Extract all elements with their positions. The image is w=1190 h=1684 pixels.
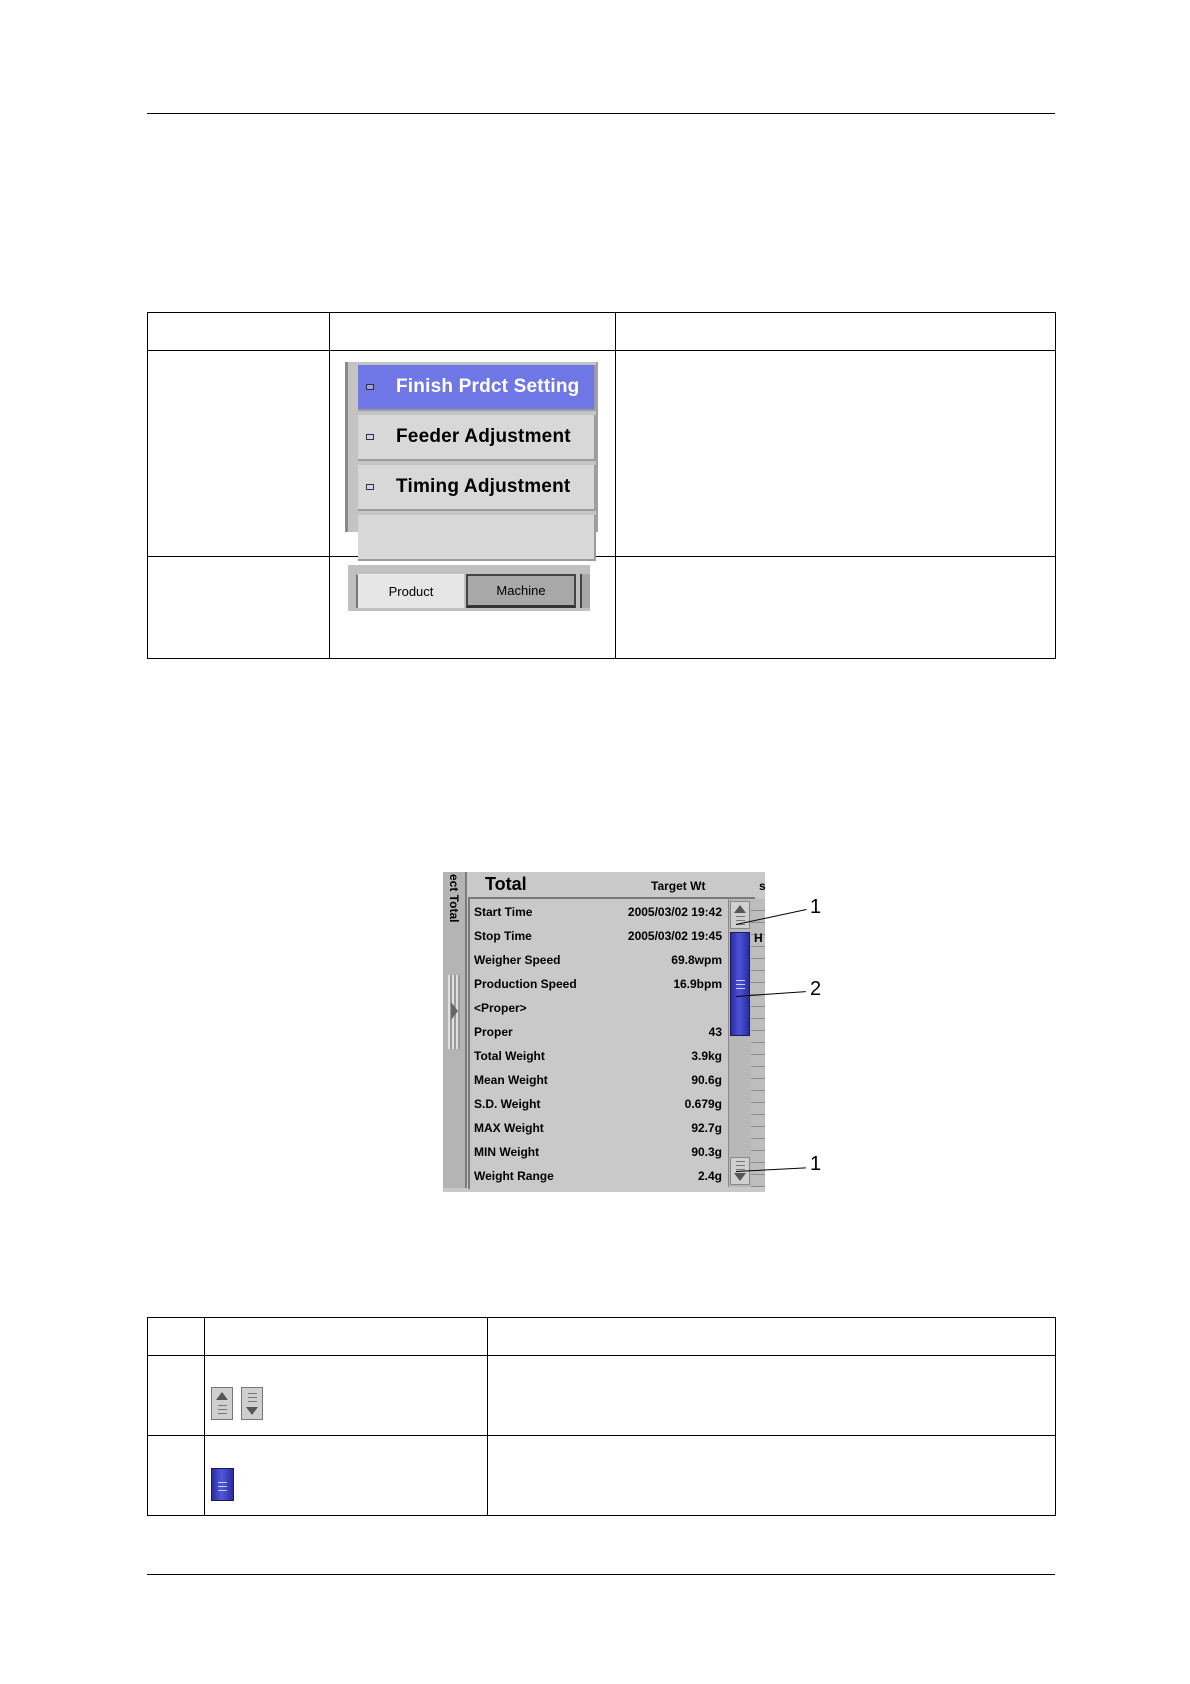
- row-value: 3.9kg: [691, 1049, 722, 1063]
- list-item: [474, 1068, 722, 1092]
- list-item: [474, 1020, 722, 1044]
- table-cell: [488, 1356, 1056, 1436]
- grip-line: [248, 1397, 257, 1398]
- header-rule: [147, 113, 1055, 114]
- row-label: MIN Weight: [474, 1145, 540, 1159]
- callout-number: 2: [810, 978, 822, 1000]
- table-row: [148, 1436, 1056, 1516]
- row-label: S.D. Weight: [474, 1097, 541, 1111]
- panel-title: Total: [485, 874, 527, 894]
- tab-bar: [348, 565, 590, 611]
- row-value: 90.6g: [691, 1073, 722, 1087]
- header-cell: [148, 313, 330, 351]
- bullet-icon: [366, 434, 374, 440]
- grip-line: [248, 1401, 257, 1402]
- row-value: 69.8wpm: [671, 953, 722, 967]
- totals-list: [468, 897, 755, 1189]
- row-value: 2.4g: [697, 1169, 722, 1183]
- row-label: Weigher Speed: [474, 953, 561, 967]
- table-cell: [330, 557, 616, 659]
- grip-line: [248, 1393, 257, 1394]
- side-drawer[interactable]: [443, 872, 467, 1188]
- row-value: 2005/03/02 19:42: [627, 905, 722, 919]
- scroll-thumb[interactable]: [730, 932, 750, 1036]
- grip-line: [218, 1482, 227, 1483]
- scrollbar-legend-table: [147, 1317, 1056, 1516]
- table-header-row: [148, 1318, 1056, 1356]
- row-label: Weight Range: [474, 1169, 554, 1183]
- menu-item-partial: [358, 515, 596, 561]
- callout-number: 1: [810, 1153, 822, 1175]
- edge-letter: H: [754, 931, 763, 945]
- list-item: [474, 1044, 722, 1068]
- bullet-icon: [366, 484, 374, 490]
- table-cell: [616, 351, 1056, 557]
- bullet-icon: [366, 384, 374, 390]
- row-label: Start Time: [474, 905, 533, 919]
- arrow-up-icon: [734, 905, 746, 913]
- row-value: 92.7g: [691, 1121, 722, 1135]
- list-item: [474, 1116, 722, 1140]
- scroll-thumb-sample: [211, 1468, 234, 1501]
- grip-line: [218, 1486, 227, 1487]
- row-value: 2005/03/02 19:45: [627, 929, 722, 943]
- header-cell: [148, 1318, 205, 1356]
- list-item: [474, 1140, 722, 1164]
- side-title: ect Total: [447, 874, 461, 923]
- row-value: 16.9bpm: [673, 977, 722, 991]
- table-row: [148, 1356, 1056, 1436]
- list-item: [474, 1092, 722, 1116]
- scrollbar[interactable]: [728, 899, 751, 1187]
- list-item: [474, 900, 722, 924]
- grip-line: [736, 988, 745, 989]
- menu-item-finish-prdct-setting[interactable]: [358, 365, 596, 411]
- tab-label: Product: [388, 584, 434, 599]
- table-cell: [205, 1356, 488, 1436]
- table-cell: [616, 557, 1056, 659]
- table-cell: [148, 351, 330, 557]
- list-item: [474, 972, 722, 996]
- header-cell: [616, 313, 1056, 351]
- row-label: Proper: [474, 1025, 513, 1039]
- header-cell: [330, 313, 616, 351]
- menu-item-label: Finish Prdct Setting: [396, 376, 580, 397]
- list-item: [474, 924, 722, 948]
- callout-number: 1: [810, 896, 822, 918]
- grip-line: [218, 1409, 227, 1410]
- grip-line: [218, 1490, 227, 1491]
- menu-item-label: Timing Adjustment: [396, 476, 571, 497]
- table-cell: [148, 557, 330, 659]
- adjacent-panel-edge: [751, 899, 765, 1187]
- row-label: MAX Weight: [474, 1121, 544, 1135]
- arrow-up-icon: [216, 1392, 228, 1400]
- row-label: Stop Time: [474, 929, 532, 943]
- grip-line: [218, 1405, 227, 1406]
- list-item: [474, 1164, 722, 1188]
- row-label: Total Weight: [474, 1049, 545, 1063]
- grip-line: [736, 920, 745, 921]
- scroll-down-button-sample: [241, 1387, 263, 1420]
- grip-line: [736, 1165, 745, 1166]
- row-value: 43: [708, 1025, 722, 1039]
- footer-rule: [147, 1574, 1055, 1575]
- table-cell: [488, 1436, 1056, 1516]
- menu-list: [345, 362, 598, 532]
- target-wt-header: Target Wt: [651, 879, 706, 893]
- list-item: [474, 948, 722, 972]
- tab-machine[interactable]: [466, 574, 576, 608]
- grip-line: [736, 1161, 745, 1162]
- grip-line: [736, 984, 745, 985]
- table-row: [148, 351, 1056, 557]
- grip-line: [736, 980, 745, 981]
- totals-panel: [443, 872, 765, 1192]
- grip-line: [736, 916, 745, 917]
- arrow-right-icon: [451, 1002, 458, 1020]
- list-item: [474, 996, 722, 1020]
- tab-label: Machine: [496, 583, 546, 598]
- row-label: <Proper>: [474, 1001, 527, 1015]
- tab-product[interactable]: [356, 574, 464, 608]
- row-label: Production Speed: [474, 977, 577, 991]
- table-cell: [330, 351, 616, 557]
- table-cell: [148, 1436, 205, 1516]
- row-value: 90.3g: [691, 1145, 722, 1159]
- arrow-down-icon: [246, 1407, 258, 1415]
- grip-line: [218, 1413, 227, 1414]
- arrow-down-icon: [734, 1173, 746, 1181]
- row-label: Mean Weight: [474, 1073, 548, 1087]
- cut-header: s: [759, 879, 766, 893]
- menu-item-feeder-adjustment[interactable]: [358, 415, 596, 461]
- header-cell: [488, 1318, 1056, 1356]
- tab-partial: [580, 574, 590, 608]
- header-cell: [205, 1318, 488, 1356]
- menu-item-label: Feeder Adjustment: [396, 426, 571, 447]
- menu-item-timing-adjustment[interactable]: [358, 465, 596, 511]
- table-row: [148, 557, 1056, 659]
- row-value: 0.679g: [684, 1097, 722, 1111]
- table-cell: [148, 1356, 205, 1436]
- scroll-up-button-sample: [211, 1387, 233, 1420]
- ui-elements-table: [147, 312, 1056, 659]
- scroll-up-button[interactable]: [730, 901, 750, 929]
- table-header-row: [148, 313, 1056, 351]
- table-cell: [205, 1436, 488, 1516]
